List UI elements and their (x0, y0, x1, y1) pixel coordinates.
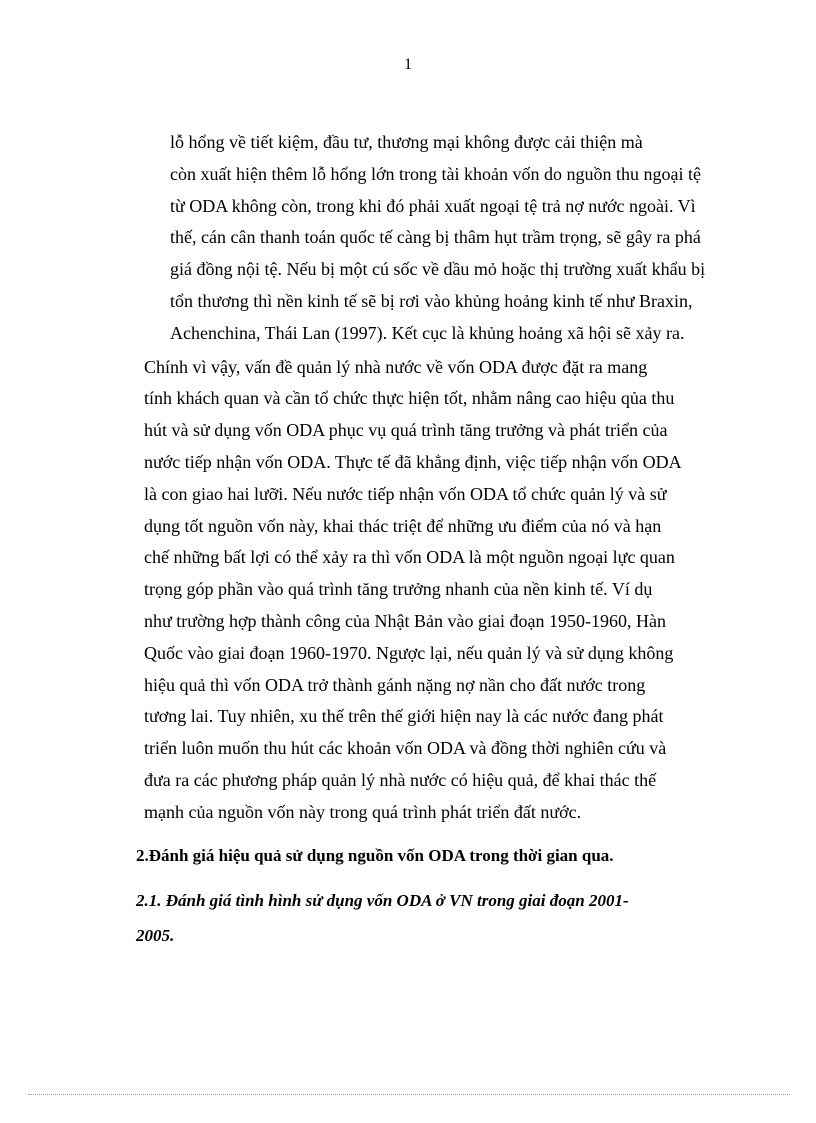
text-line: dụng tốt nguồn vốn này, khai thác triệt để những ưu điểm của nó và hạn (144, 515, 662, 536)
text-line: là con giao hai lưỡi. Nếu nước tiếp nhận vốn ODA tổ chức quản lý và sử (144, 483, 667, 504)
text-line: tổn thương thì nền kinh tế sẽ bị rơi vào khủng hoảng kinh tế như Braxin, (170, 290, 693, 311)
subheading-line-1: 2.1. Đánh giá tình hình sử dụng vốn ODA ở VN trong giai đoạn 2001- (136, 890, 629, 910)
text-line: Chính vì vậy, vấn đề quản lý nhà nước về vốn ODA được đặt ra mang (144, 356, 648, 377)
text-line: như trường hợp thành công của Nhật Bản vào giai đoạn 1950-1960, Hàn (144, 610, 666, 631)
text-line: trọng góp phần vào quá trình tăng trưởng nhanh của nền kinh tế. Ví dụ (144, 579, 653, 600)
text-line: tính khách quan và cần tổ chức thực hiện tốt, nhằm nâng cao hiệu qủa thu (144, 388, 675, 409)
text-line: còn xuất hiện thêm lỗ hổng lớn trong tài khoản vốn do nguồn thu ngoại tệ (170, 163, 701, 184)
text-line: đưa ra các phương pháp quản lý nhà nước có hiệu quả, để khai thác thế (144, 769, 657, 790)
text-line: từ ODA không còn, trong khi đó phải xuất ngoại tệ trả nợ nước ngoài. Vì (170, 195, 696, 216)
text-line: triển luôn muốn thu hút các khoản vốn ODA và đồng thời nghiên cứu và (144, 738, 667, 759)
page-number: 1 (404, 56, 412, 73)
text-line: tương lai. Tuy nhiên, xu thế trên thế giới hiện nay là các nước đang phát (144, 706, 664, 727)
text-line: mạnh của nguồn vốn này trong quá trình phát triển đất nước. (144, 801, 582, 822)
paragraph-1 (136, 127, 740, 350)
page-bottom-divider (28, 1094, 790, 1095)
document-body (136, 127, 740, 953)
text-line: lỗ hổng về tiết kiệm, đầu tư, thương mại không được cải thiện mà (170, 132, 643, 152)
text-line: Quốc vào giai đoạn 1960-1970. Ngược lại, nếu quản lý và sử dụng không (144, 642, 674, 663)
text-line: hút và sử dụng vốn ODA phục vụ quá trình tăng trưởng và phát triển của (144, 420, 668, 441)
text-line: chế những bất lợi có thể xảy ra thì vốn ODA là một nguồn ngoại lực quan (144, 547, 675, 568)
text-line: giá đồng nội tệ. Nếu bị một cú sốc về dầu mỏ hoặc thị trường xuất khẩu bị (170, 259, 706, 280)
text-line: Achenchina, Thái Lan (1997). Kết cục là khủng hoảng xã hội sẽ xảy ra. (170, 322, 685, 343)
subsection-heading (136, 883, 740, 953)
paragraph-2 (136, 352, 740, 829)
section-heading: 2.Đánh giá hiệu quả sử dụng nguồn vốn ODA trong thời gian qua. (136, 845, 614, 865)
text-line: thế, cán cân thanh toán quốc tế càng bị thâm hụt trầm trọng, sẽ gây ra phá (170, 227, 701, 248)
text-line: nước tiếp nhận vốn ODA. Thực tế đã khẳng định, việc tiếp nhận vốn ODA (144, 451, 682, 472)
subheading-line-2: 2005. (136, 925, 175, 945)
text-line: hiệu quả thì vốn ODA trở thành gánh nặng nợ nần cho đất nước trong (144, 674, 646, 695)
